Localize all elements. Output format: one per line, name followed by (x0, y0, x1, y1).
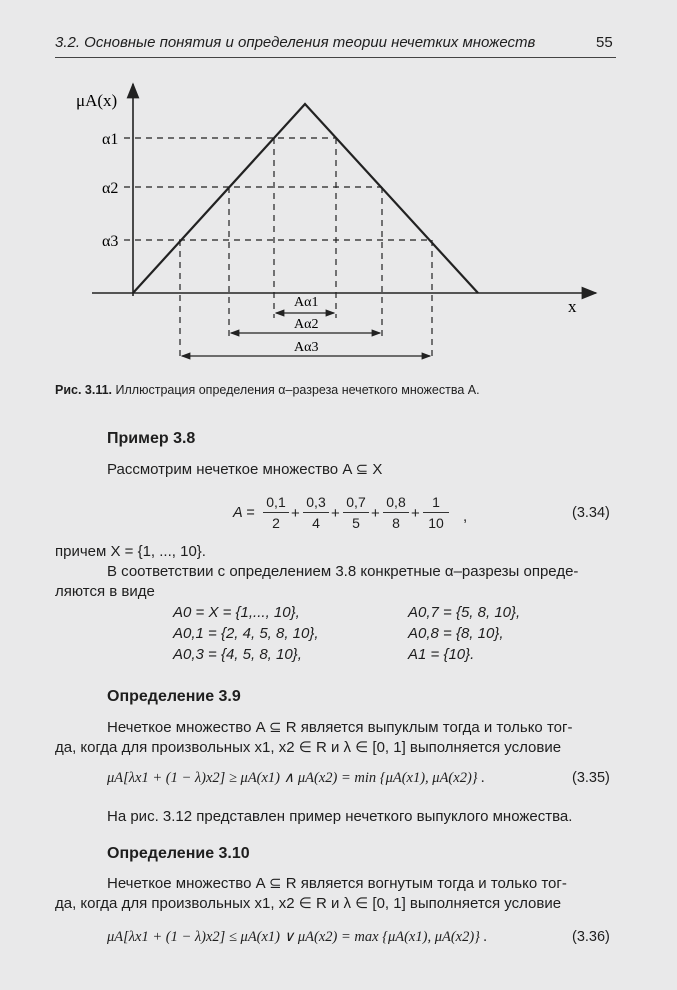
frac-4: 0,8 8 (383, 494, 409, 531)
cut-right-2: A0,8 = {8, 10}, (408, 625, 504, 642)
cut-left-3: A0,3 = {4, 5, 8, 10}, (173, 646, 302, 663)
eq336-formula: μA[λx1 + (1 − λ)x2] ≤ μA(x1) ∨ μA(x2) = max {μA(x1), μA(x2)} . (107, 929, 488, 945)
cut1-label: Aα1 (294, 295, 319, 310)
def310-heading: Определение 3.10 (107, 845, 250, 862)
cut-left-1: A0 = X = {1,..., 10}, (173, 604, 300, 621)
page: 3.2. Основные понятия и определения теории нечетких множеств 55 μA(x) x α1 α2 α3 Aα1 Aα2 Aα3 Рис. 3.11. Иллюстрация определения α–разреза нечеткого множества A. Пример 3.8 Рассмотрим нечеткое множество A ⊆ X A = 0,1 2 + 0,3 4 + 0,7 5 + 0,8 8 + 1 10 , (3.34) причем X = {1, ..., 10}. В соответствии с определением 3.8 конкретные α–разрезы опреде- ляются в виде A0 = X = {1,..., 10}, A0,1 = {2, 4, 5, 8, 10}, A0,3 = {4, 5, 8, 10}, A0,7 = {5, 8, 10}, A0,8 = {8, 10}, A1 = {10}. Определение 3.9 Нечеткое множество A ⊆ R является выпуклым тогда и только тог- да, когда для произвольных x1, x2 ∈ R и λ ∈ [0, 1] выполняется условие μA[λx1 + (1 − λ)x2] ≥ μA(x1) ∧ μA(x2) = min {μA(x1), μA(x2)} . (3.35) На рис. 3.12 представлен пример нечеткого выпуклого множества. Определение 3.10 Нечеткое множество A ⊆ R является вогнутым тогда и только тог- да, когда для произвольных x1, x2 ∈ R и λ ∈ [0, 1] выполняется условие μA[λx1 + (1 − λ)x2] ≤ μA(x1) ∨ μA(x2) = max {μA(x1), μA(x2)} . (3.36) (0, 0, 677, 990)
cut-left-2: A0,1 = {2, 4, 5, 8, 10}, (173, 625, 319, 642)
figure-caption: Рис. 3.11. Иллюстрация определения α–разреза нечеткого множества A. (55, 383, 480, 397)
example-intro: Рассмотрим нечеткое множество A ⊆ X (107, 461, 383, 478)
membership-triangle (133, 104, 478, 293)
para-line-2: ляются в виде (55, 583, 155, 600)
figure-alpha-cut (0, 0, 677, 380)
def39-heading: Определение 3.9 (107, 688, 241, 705)
where-line: причем X = {1, ..., 10}. (55, 543, 206, 560)
cut-right-1: A0,7 = {5, 8, 10}, (408, 604, 521, 621)
eq336-number: (3.36) (572, 929, 610, 945)
y-axis-label: μA(x) (76, 91, 118, 110)
alpha3-label: α3 (102, 233, 119, 250)
para-line-1: В соответствии с определением 3.8 конкретные α–разрезы опреде- (107, 563, 579, 580)
def310-line-2: да, когда для произвольных x1, x2 ∈ R и λ ∈ [0, 1] выполняется условие (55, 895, 562, 912)
example-heading: Пример 3.8 (107, 430, 196, 447)
x-axis-label: x (568, 297, 577, 316)
cut3-label: Aα3 (294, 340, 319, 355)
eq335-formula: μA[λx1 + (1 − λ)x2] ≥ μA(x1) ∧ μA(x2) = min {μA(x1), μA(x2)} . (107, 770, 485, 786)
def39-line-2: да, когда для произвольных x1, x2 ∈ R и λ ∈ [0, 1] выполняется условие (55, 739, 562, 756)
def310-line-1: Нечеткое множество A ⊆ R является вогнутым тогда и только тог- (107, 875, 567, 892)
frac-3: 0,7 5 (343, 494, 369, 531)
frac-2: 0,3 4 (303, 494, 329, 531)
frac-5: 1 10 (423, 494, 449, 531)
alpha2-label: α2 (102, 180, 119, 197)
def39-line-1: Нечеткое множество A ⊆ R является выпуклым тогда и только тог- (107, 719, 573, 736)
frac-1: 0,1 2 (263, 494, 289, 531)
cut2-label: Aα2 (294, 317, 319, 332)
eq335-number: (3.35) (572, 770, 610, 786)
eq334-number: (3.34) (572, 505, 610, 521)
page-number: 55 (596, 34, 613, 51)
alpha1-label: α1 (102, 131, 119, 148)
eq334-lhs: A = (233, 505, 255, 521)
def39-after: На рис. 3.12 представлен пример нечеткого выпуклого множества. (107, 808, 573, 825)
running-title: 3.2. Основные понятия и определения теории нечетких множеств (55, 34, 536, 51)
cut-right-3: A1 = {10}. (408, 646, 475, 663)
